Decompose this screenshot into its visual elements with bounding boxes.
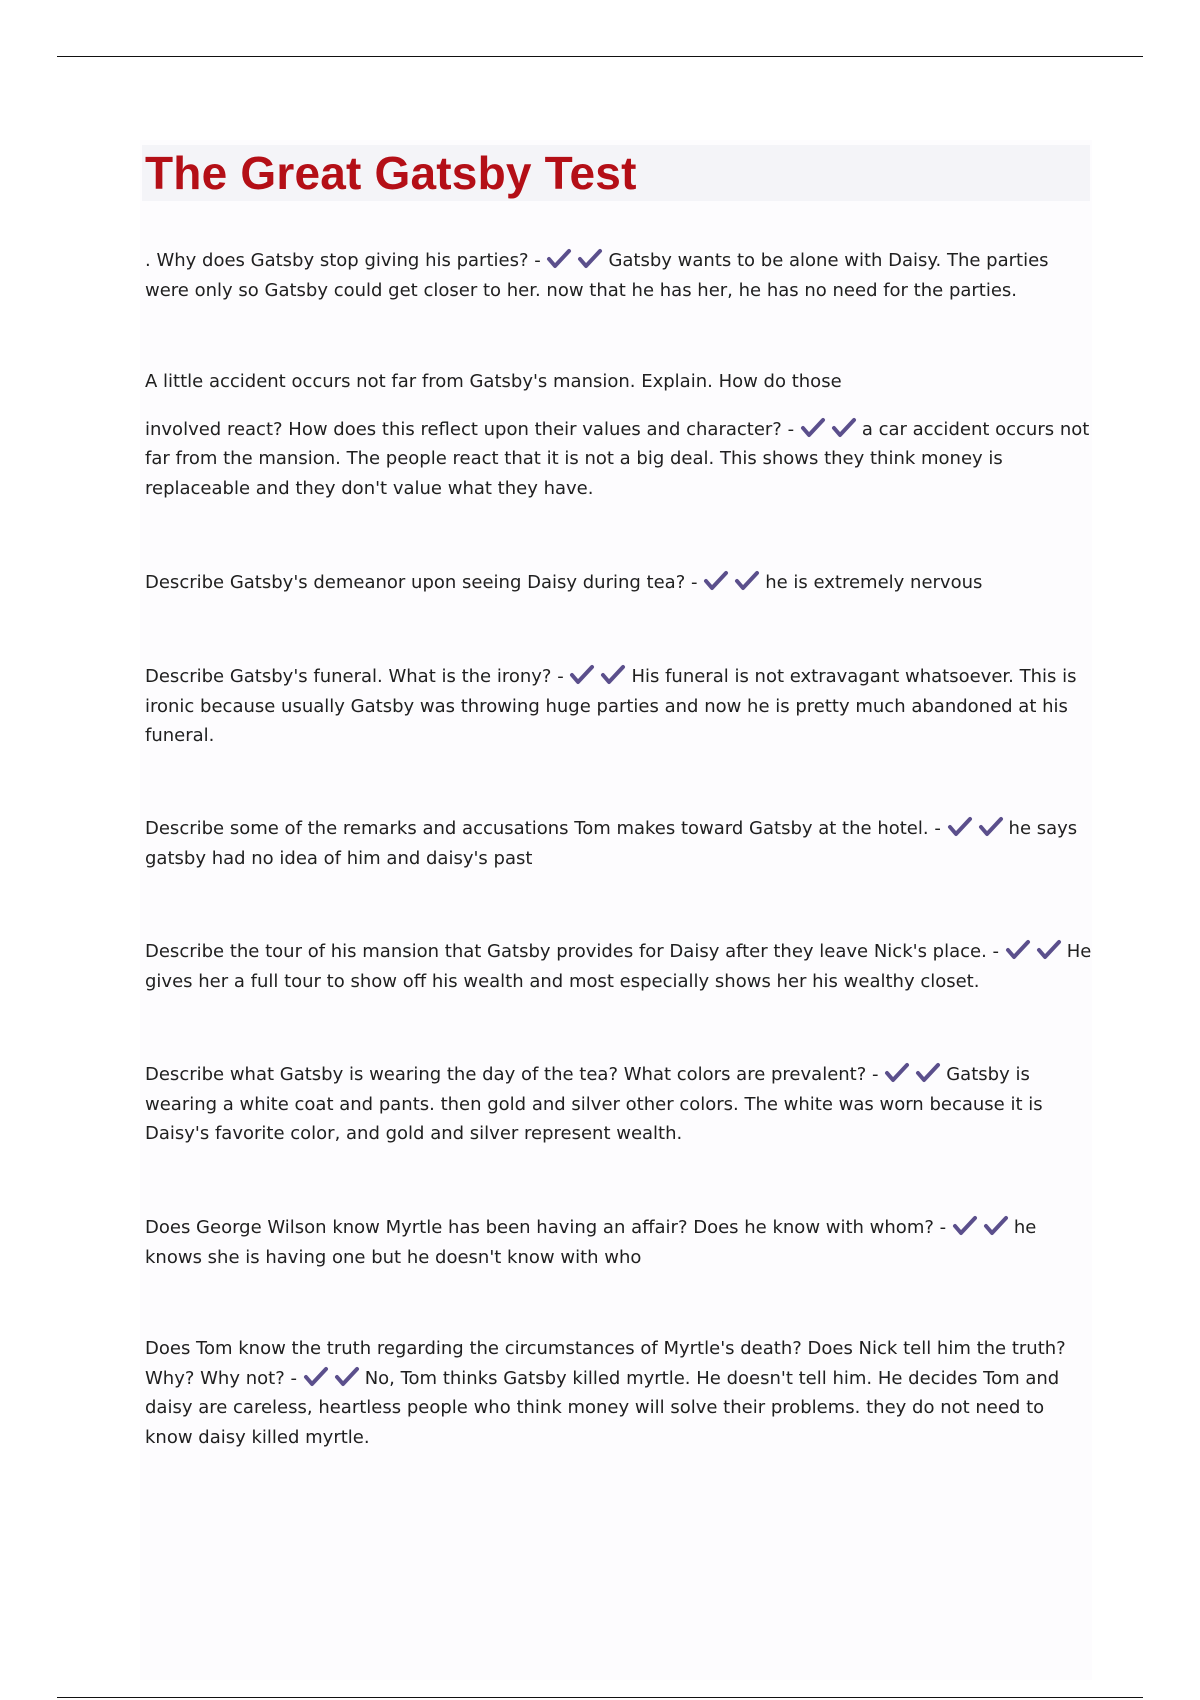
qa-item xyxy=(145,246,1095,305)
qa-item xyxy=(145,1060,1095,1149)
check-icon xyxy=(1036,939,1063,961)
question-text: . Why does Gatsby stop giving his parties? - xyxy=(145,250,547,271)
answer-text: His funeral is not extravagant whatsoever. This is ironic because usually Gatsby was throwing huge parties and now he is pretty much abandoned at his funeral. xyxy=(145,666,1077,746)
page-title: The Great Gatsby Test xyxy=(145,147,637,199)
check-icon xyxy=(600,664,627,686)
qa-item xyxy=(145,1213,1095,1272)
qa-item xyxy=(145,814,1095,873)
check-icon xyxy=(947,816,974,838)
check-icon xyxy=(952,1215,979,1237)
question-continuation xyxy=(145,415,1095,504)
answer-text: Gatsby is wearing a white coat and pants. then gold and silver other colors. The white was worn because it is Daisy's favorite color, and gold and silver represent wealth. xyxy=(145,1064,1043,1144)
qa-item xyxy=(145,568,1095,598)
check-icon xyxy=(334,1366,361,1388)
answer-text: he says gatsby had no idea of him and daisy's past xyxy=(145,818,1078,869)
top-divider xyxy=(57,56,1143,57)
question-text: Describe what Gatsby is wearing the day of the tea? What colors are prevalent? - xyxy=(145,1064,885,1085)
check-icon xyxy=(983,1215,1010,1237)
question-text: Describe the tour of his mansion that Gatsby provides for Daisy after they leave Nick's place. - xyxy=(145,941,1005,962)
check-icon xyxy=(915,1062,942,1084)
check-icon xyxy=(831,417,858,439)
answer-text: Gatsby wants to be alone with Daisy. The parties were only so Gatsby could get closer to her. now that he has her, he has no need for the parties. xyxy=(145,250,1049,301)
bottom-divider xyxy=(57,1697,1143,1698)
answer-text: he is extremely nervous xyxy=(765,572,983,593)
qa-item xyxy=(145,662,1095,751)
answer-text: No, Tom thinks Gatsby killed myrtle. He doesn't tell him. He decides Tom and daisy are careless, heartless people who think money will solve their problems. they do not need to know daisy killed myrtle. xyxy=(145,1367,1060,1448)
check-icon xyxy=(734,570,761,592)
question-text: Describe Gatsby's demeanor upon seeing Daisy during tea? - xyxy=(145,572,704,593)
check-icon xyxy=(1005,939,1032,961)
check-icon xyxy=(800,417,827,439)
qa-item xyxy=(145,937,1095,996)
question-text-line1: A little accident occurs not far from Gatsby's mansion. Explain. How do those xyxy=(145,371,842,392)
check-icon xyxy=(546,248,573,270)
check-icon xyxy=(978,816,1005,838)
check-icon xyxy=(703,570,730,592)
answer-text: a car accident occurs not far from the mansion. The people react that it is not a big deal. This shows they think money is replaceable and they don't value what they have. xyxy=(145,418,1090,499)
question-text: Does Tom know the truth regarding the circumstances of Myrtle's death? Does Nick tell him the truth? Why? Why not? - xyxy=(145,1338,1066,1389)
question-text: Does George Wilson know Myrtle has been having an affair? Does he know with whom? - xyxy=(145,1217,952,1238)
check-icon xyxy=(303,1366,330,1388)
question-text: Describe Gatsby's funeral. What is the irony? - xyxy=(145,666,570,687)
check-icon xyxy=(884,1062,911,1084)
question-text: Describe some of the remarks and accusations Tom makes toward Gatsby at the hotel. - xyxy=(145,818,947,839)
answer-text: he knows she is having one but he doesn't know with who xyxy=(145,1217,1037,1268)
check-icon xyxy=(569,664,596,686)
answer-text: He gives her a full tour to show off his wealth and most especially shows her his wealthy closet. xyxy=(145,941,1092,992)
check-icon xyxy=(577,248,604,270)
qa-item xyxy=(145,1334,1095,1452)
question-text: involved react? How does this reflect upon their values and character? - xyxy=(145,418,800,440)
qa-item xyxy=(145,367,1095,503)
